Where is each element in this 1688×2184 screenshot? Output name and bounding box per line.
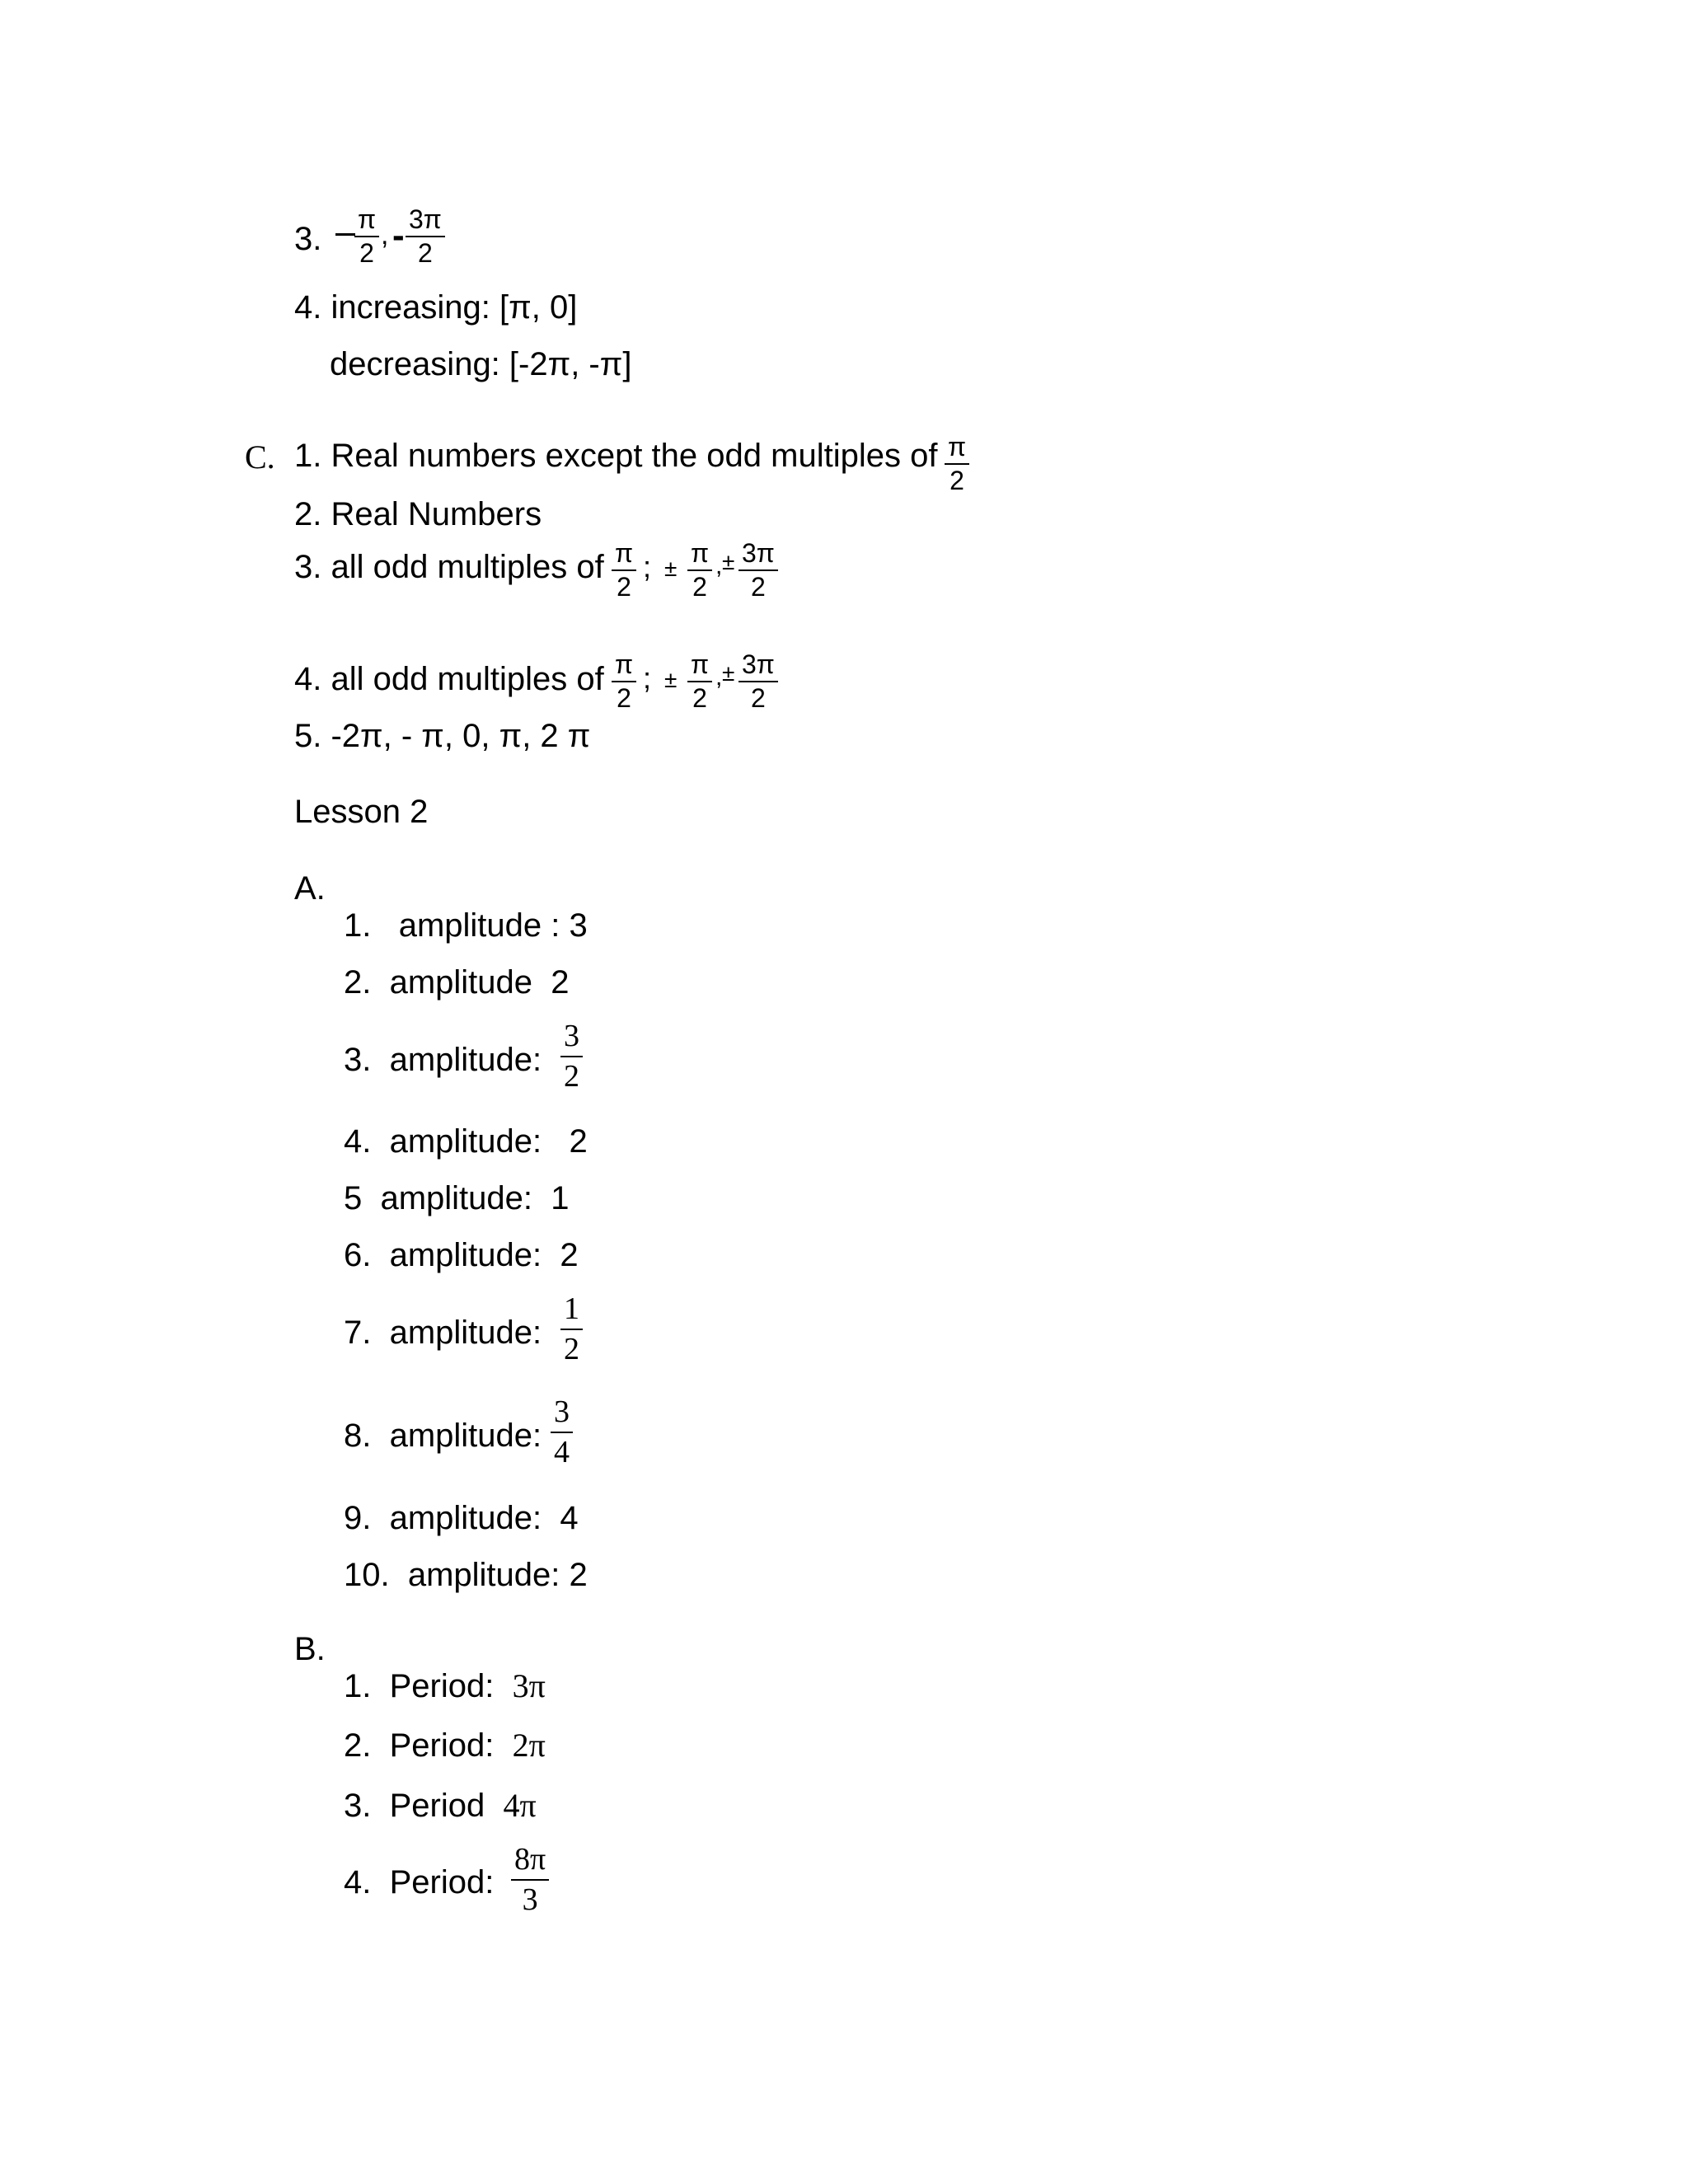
prev-item3-fraction-2 (406, 206, 445, 266)
fraction-numerator: π (354, 206, 379, 237)
section-c-item1: 1. Real numbers except the odd multiples of (294, 438, 938, 474)
section-a-item-1: 1. amplitude : 3 (344, 907, 588, 944)
lesson-title: Lesson 2 (294, 794, 429, 830)
section-c-item5: 5. -2π, - π, 0, π, 2 π (294, 718, 591, 754)
fraction-numerator: 1 (560, 1293, 583, 1330)
section-c-item4-semicolon: ; (643, 661, 652, 695)
fraction-numerator: 3 (551, 1396, 573, 1433)
section-a-item-8: 8. amplitude: (344, 1418, 542, 1454)
section-b-item-3 (344, 1789, 537, 1822)
fraction-denominator: 2 (359, 238, 374, 268)
section-a-item-10: 10. amplitude: 2 (344, 1557, 588, 1593)
period-label: 3. Period (344, 1788, 504, 1824)
section-a-item-9: 9. amplitude: 4 (344, 1500, 579, 1536)
section-a-item-4: 4. amplitude: 2 (344, 1123, 588, 1160)
fraction-numerator: 3π (406, 206, 445, 237)
section-c-item1-fraction (945, 434, 969, 494)
fraction-numerator: π (612, 540, 636, 571)
prev-item3-fraction-1 (354, 206, 379, 266)
section-c-item3-fraction-3 (738, 540, 778, 600)
section-a-label: A. (294, 870, 326, 907)
section-c-item4-fraction-1 (612, 651, 636, 711)
section-b-item-1 (344, 1667, 546, 1704)
section-c-item4-fraction-3 (738, 651, 778, 711)
section-b-item-4 (344, 1866, 494, 1899)
section-c-item3-plus-minus-1: ± (664, 555, 678, 581)
fraction-denominator: 2 (564, 1059, 579, 1094)
section-a-item-2: 2. amplitude 2 (344, 964, 570, 1001)
fraction-denominator: 2 (564, 1332, 579, 1366)
fraction-numerator: 8π (511, 1844, 549, 1881)
prev-item3-comma: , (381, 219, 389, 251)
section-c-item3: 3. all odd multiples of (294, 549, 604, 585)
prev-item4-line2: decreasing: [-2π, -π] (330, 346, 632, 382)
fraction-denominator: 2 (418, 238, 433, 268)
section-a-item-3: 3. amplitude: (344, 1042, 542, 1078)
prev-item4-line1: 4. increasing: [π, 0] (294, 289, 578, 326)
period-label: 4. Period: (344, 1864, 495, 1900)
period-value: 4π (503, 1787, 537, 1824)
fraction-denominator: 2 (751, 572, 766, 602)
period-label: 2. Period: (344, 1727, 513, 1764)
fraction-denominator: 2 (692, 683, 707, 713)
fraction-numerator: π (687, 540, 712, 571)
section-c-item4-plus-minus-2: ± (722, 660, 735, 686)
fraction-numerator: π (945, 434, 969, 465)
fraction-numerator: 3π (738, 651, 778, 682)
section-a-item-5: 5 amplitude: 1 (344, 1180, 570, 1216)
section-b-label: B. (294, 1631, 326, 1667)
fraction-denominator: 2 (692, 572, 707, 602)
section-c-item4-fraction-2 (687, 651, 712, 711)
fraction-denominator: 2 (617, 683, 631, 713)
section-b-item-2 (344, 1729, 546, 1762)
fraction-denominator: 4 (554, 1435, 570, 1469)
prev-item3-dash: - (392, 215, 405, 255)
section-c-label: C. (245, 438, 275, 476)
fraction-denominator: 2 (617, 572, 631, 602)
section-c-item3-semicolon: ; (643, 550, 652, 583)
fraction-numerator: π (612, 651, 636, 682)
section-c-item3-comma: , (715, 552, 723, 579)
section-a-item7-fraction (560, 1293, 583, 1365)
period-value: 2π (512, 1727, 546, 1764)
section-a-item3-fraction (560, 1020, 583, 1092)
section-c-item4-plus-minus-1: ± (664, 667, 678, 692)
fraction-denominator: 2 (751, 683, 766, 713)
fraction-numerator: 3 (560, 1020, 583, 1057)
section-b-item4-fraction (511, 1844, 549, 1915)
section-c-item3-fraction-2 (687, 540, 712, 600)
fraction-numerator: 3π (738, 540, 778, 571)
section-a-item-6: 6. amplitude: 2 (344, 1237, 579, 1273)
fraction-denominator: 2 (950, 466, 964, 495)
section-a-item8-fraction (551, 1396, 573, 1468)
fraction-numerator: π (687, 651, 712, 682)
section-c-item4-comma: , (715, 663, 723, 691)
prev-item3-number: 3. (294, 221, 322, 257)
section-c-item3-plus-minus-2: ± (722, 549, 735, 574)
section-a-item-7: 7. amplitude: (344, 1315, 542, 1351)
section-c-item4: 4. all odd multiples of (294, 661, 604, 697)
period-label: 1. Period: (344, 1668, 513, 1704)
section-c-item2: 2. Real Numbers (294, 496, 542, 532)
period-value: 3π (512, 1667, 546, 1704)
section-c-item3-fraction-1 (612, 540, 636, 600)
prev-item3-minus (335, 233, 355, 236)
fraction-denominator: 3 (522, 1882, 538, 1917)
